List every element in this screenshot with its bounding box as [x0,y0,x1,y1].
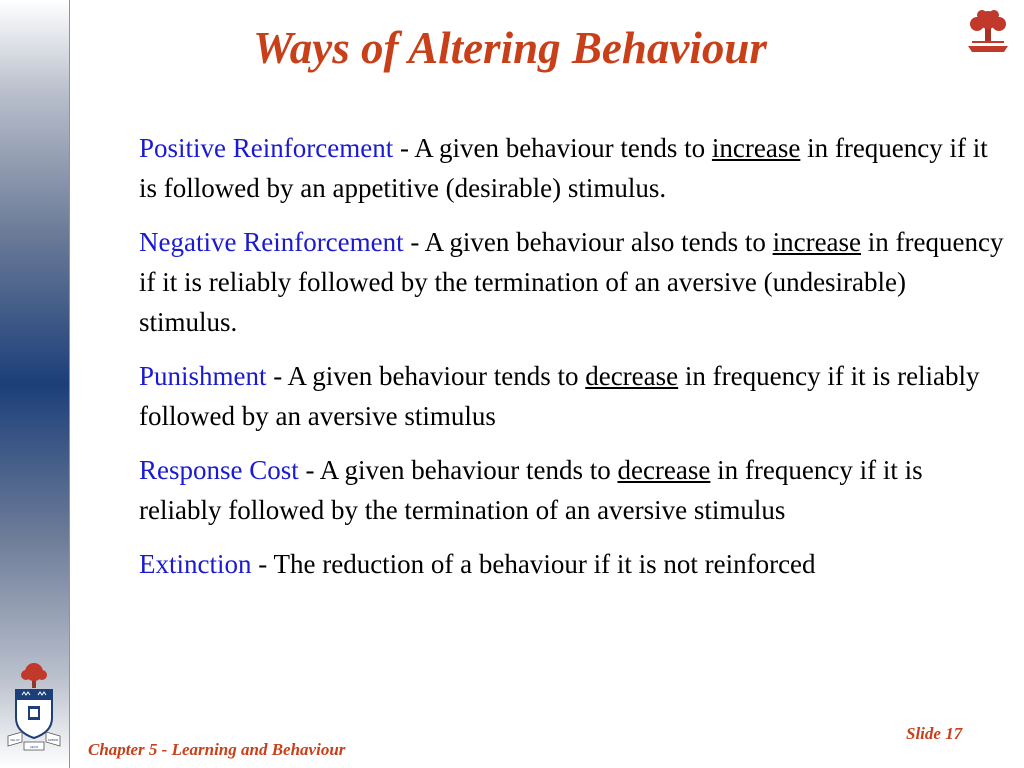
keyword-increase: increase [772,227,862,257]
term-negative-reinforcement: Negative Reinforcement [139,227,404,257]
definition-suffix: in frequency if it is reliably followed by an aversive stimulus [139,361,980,431]
slide-title: Ways of Altering Behaviour [253,23,767,73]
term-positive-reinforcement: Positive Reinforcement [139,133,394,163]
definition-punishment [139,356,1009,436]
definition-response-cost [139,450,1009,530]
term-extinction: Extinction [139,549,252,579]
slide-number: Slide 17 [906,724,963,743]
definition-prefix: - A given behaviour tends to [266,361,586,391]
slide-content [139,128,1009,598]
definition-suffix: in frequency if it is reliably followed by the termination of an aversive stimulus [139,455,923,525]
keyword-decrease: decrease [617,455,711,485]
keyword-decrease: decrease [585,361,679,391]
crest-motto-bottom: AEVO [29,745,39,749]
definition-suffix: in frequency if it is reliably followed by the termination of an aversive (undesirable) stimulus. [139,227,1004,337]
definition-prefix: - A given behaviour tends to [298,455,618,485]
tree-logo-icon [964,8,1012,54]
definition-prefix: - A given behaviour tends to [393,133,712,163]
definition-extinction [139,544,1009,584]
term-punishment: Punishment [139,361,267,391]
university-crest-icon [6,662,62,752]
keyword-increase: increase [711,133,801,163]
footer-chapter-title: Chapter 5 - Learning and Behaviour [88,740,346,759]
definition-negative-reinforcement [139,222,1009,342]
definition-prefix: - A given behaviour also tends to [403,227,773,257]
crest-motto-right: ARBOR [47,738,59,742]
definition-positive-reinforcement [139,128,1009,208]
definition-text: - The reduction of a behaviour if it is not reinforced [251,549,816,579]
term-response-cost: Response Cost [139,455,299,485]
crest-motto-left: VELUT [10,738,20,742]
side-gradient-bar [0,0,70,768]
definition-suffix: in frequency if it is followed by an appetitive (desirable) stimulus. [139,133,988,203]
